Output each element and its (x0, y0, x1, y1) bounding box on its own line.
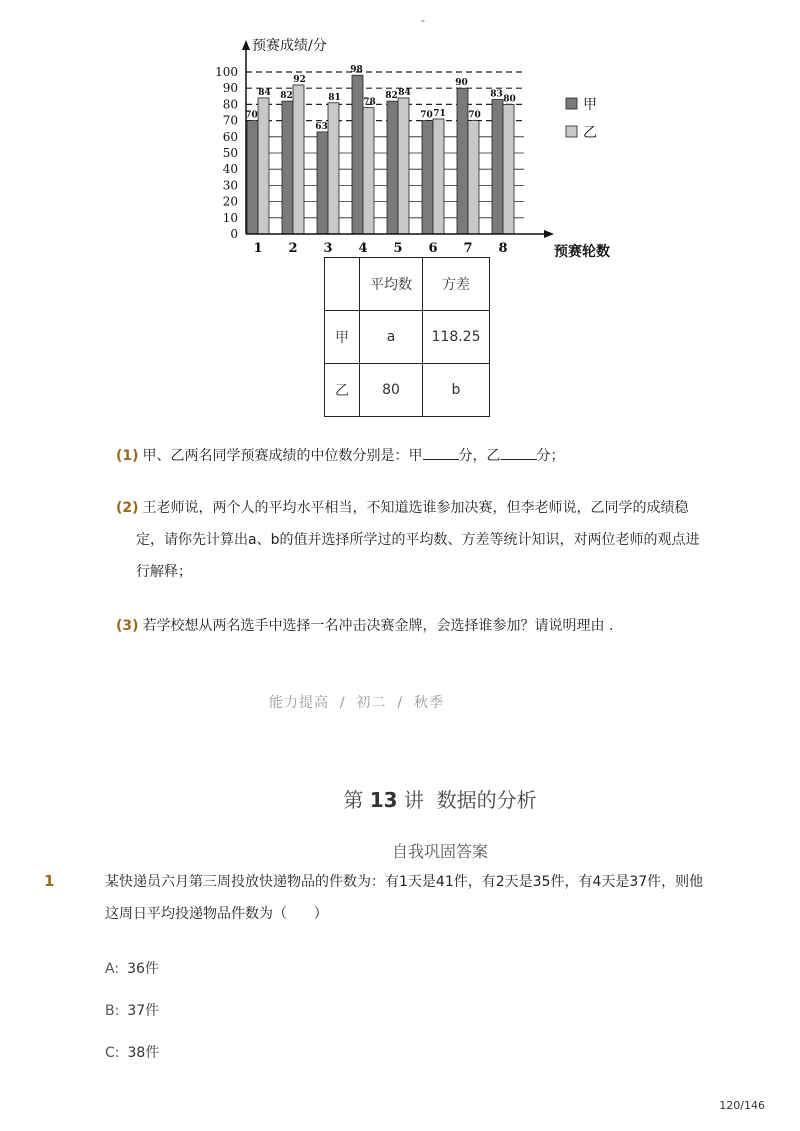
x-tick-label: 7 (463, 241, 473, 256)
question-3 (116, 610, 726, 642)
legend-swatch (566, 98, 577, 109)
bar-yi (293, 85, 304, 234)
bar-yi (468, 121, 479, 234)
y-tick-label: 20 (222, 194, 238, 209)
lesson-number: 13 (369, 788, 398, 812)
footer-note: 能力提高 / 初二 / 秋季 (269, 695, 445, 711)
legend-label: 乙 (583, 125, 597, 141)
lesson-title-prefix: 第 (343, 788, 364, 812)
bar-yi (328, 103, 339, 234)
question-text: 行解释； (136, 564, 192, 580)
y-tick-label: 60 (222, 129, 238, 144)
question-text: 甲、乙两名同学预赛成绩的中位数分别是：甲 (142, 448, 423, 464)
x-axis-title: 预赛轮数 (554, 244, 610, 260)
table-row-label: 乙 (325, 364, 360, 417)
y-tick-label: 0 (230, 227, 238, 241)
table-cell: 118.25 (423, 311, 490, 364)
header-mark: - (421, 14, 425, 27)
question-2 (116, 492, 726, 588)
x-tick-label: 6 (428, 241, 438, 256)
question-text: 若学校想从两名选手中选择一名冲击决赛金牌，会选择谁参加？请说明理由 . (142, 618, 614, 634)
bar-jia (492, 100, 503, 234)
table-header-mean: 平均数 (360, 258, 423, 311)
data-label: 71 (433, 108, 446, 119)
data-label: 92 (293, 74, 306, 85)
table-header-variance: 方差 (423, 258, 490, 311)
problem-number: 1 (44, 872, 55, 890)
legend-label: 甲 (583, 97, 597, 113)
lesson-title (0, 784, 800, 813)
table-row-label: 甲 (325, 311, 360, 364)
x-tick-label: 8 (498, 241, 508, 256)
stats-table (324, 257, 490, 417)
question-text: 分； (536, 448, 565, 464)
y-axis-title: 预赛成绩/分 (252, 38, 327, 54)
question-text: 定，请你先计算出a、b的值并选择所学过的平均数、方差等统计知识，对两位老师的观点进 (136, 532, 700, 548)
question-number: (3) (116, 618, 139, 634)
bar-jia (387, 101, 398, 234)
y-tick-label: 40 (222, 162, 238, 177)
y-tick-label: 70 (222, 113, 238, 128)
page-number: 120/146 (719, 1099, 765, 1112)
data-label: 70 (245, 110, 258, 121)
option-a[interactable] (105, 958, 159, 978)
y-tick-label: 50 (222, 146, 238, 160)
data-label: 83 (490, 89, 503, 100)
x-tick-label: 1 (253, 241, 263, 256)
bar-jia (457, 88, 468, 234)
option-label: A: (105, 961, 120, 977)
y-tick-label: 30 (222, 178, 238, 193)
option-text: 38件 (127, 1045, 160, 1061)
question-text: 王老师说，两个人的平均水平相当，不知道选谁参加决赛，但李老师说，乙同学的成绩稳 (142, 500, 689, 516)
y-tick-label: 10 (222, 210, 238, 225)
data-label: 80 (503, 94, 516, 105)
table-cell: a (360, 311, 423, 364)
bar-jia (282, 101, 293, 234)
x-tick-label: 3 (323, 241, 333, 256)
bar-jia (422, 121, 433, 234)
x-tick-label: 5 (393, 241, 403, 256)
problem-line: 这周日平均投递物品件数为（ ） (105, 906, 328, 922)
y-tick-label: 80 (222, 97, 238, 112)
bar-yi (258, 98, 269, 234)
x-tick-label: 4 (358, 241, 368, 256)
option-b[interactable] (105, 1000, 159, 1020)
table-cell (325, 258, 360, 311)
bar-yi (363, 108, 374, 234)
answer-blank (501, 447, 537, 460)
bar-jia (247, 121, 258, 234)
y-tick-label: 90 (222, 81, 238, 96)
bar-jia (352, 75, 363, 234)
x-axis-arrow (544, 230, 554, 238)
data-label: 78 (363, 97, 376, 108)
data-label: 84 (398, 87, 411, 98)
option-text: 37件 (127, 1003, 160, 1019)
data-label: 98 (350, 65, 363, 76)
bar-yi (398, 98, 409, 234)
data-label: 90 (455, 78, 468, 89)
table-cell: 80 (360, 364, 423, 417)
question-text: 分，乙 (458, 448, 501, 464)
chart-labels (215, 37, 610, 260)
section-title: 自我巩固答案 (391, 842, 488, 861)
problem-line: 某快递员六月第三周投放快递物品的件数为：有1天是41件，有2天是35件，有4天是37件，则他 (105, 874, 704, 890)
question-number: (1) (116, 448, 139, 464)
option-label: C: (105, 1045, 120, 1061)
y-axis-arrow (242, 40, 250, 50)
data-label: 82 (385, 91, 398, 102)
problem-text (105, 866, 735, 930)
data-label: 70 (468, 110, 481, 121)
bar-jia (317, 132, 328, 234)
option-c[interactable] (105, 1042, 159, 1062)
answer-blank (423, 447, 459, 460)
data-label: 81 (328, 92, 341, 103)
legend-swatch (566, 126, 577, 137)
data-label: 63 (315, 121, 328, 132)
data-label: 70 (420, 110, 433, 121)
table-cell: b (423, 364, 490, 417)
question-1 (116, 440, 726, 472)
lesson-title-suffix: 讲 数据的分析 (403, 788, 537, 812)
option-text: 36件 (127, 961, 159, 977)
x-tick-label: 2 (288, 241, 298, 256)
bar-yi (433, 119, 444, 234)
data-label: 82 (280, 91, 293, 102)
bar-chart (210, 34, 610, 260)
option-label: B: (105, 1003, 120, 1019)
y-tick-label: 100 (215, 65, 238, 79)
bar-yi (503, 104, 514, 234)
question-number: (2) (116, 500, 139, 516)
data-label: 84 (258, 87, 271, 98)
